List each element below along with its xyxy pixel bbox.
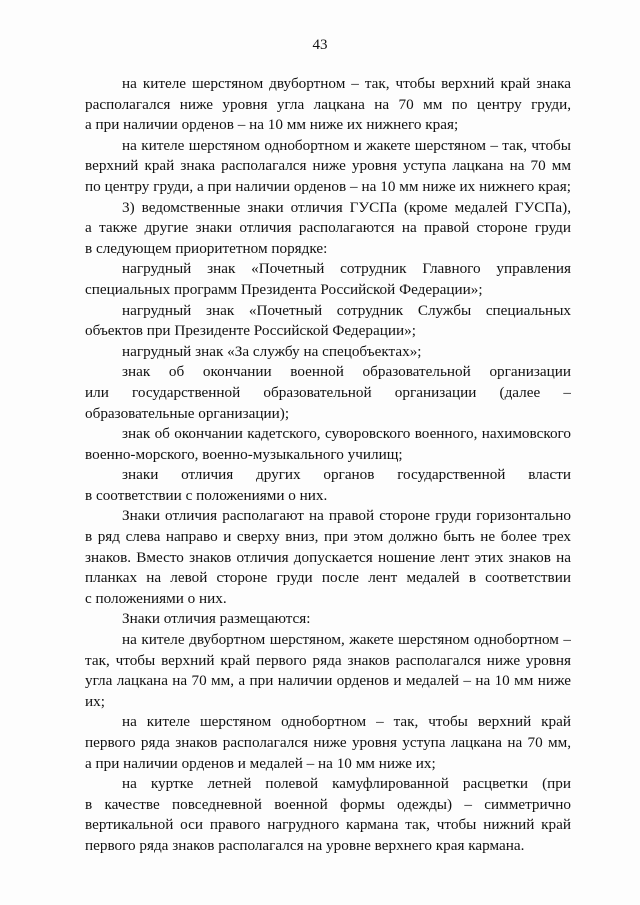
text-line: на кителе двубортном шерстяном, жакете шерстяном однобортном –	[122, 631, 571, 649]
text-line: верхний край знака располагался ниже уровня уступа лацкана на 70 мм	[85, 157, 571, 175]
text-line: 3) ведомственные знаки отличия ГУСПа (кроме медалей ГУСПа),	[122, 198, 571, 216]
text-line: их;	[85, 692, 105, 710]
text-line: знаки отличия других органов государственной власти	[122, 466, 571, 484]
text-line: Знаки отличия располагают на правой стороне груди горизонтально	[122, 507, 571, 525]
text-line: на куртке летней полевой камуфлированной расцветки (при	[122, 775, 571, 793]
text-line: на кителе шерстяном однобортном и жакете шерстяном – так, чтобы	[122, 136, 571, 154]
text-line: на кителе шерстяном двубортном – так, чтобы верхний край знака	[122, 75, 571, 92]
text-line: в качестве повседневной военной формы одежды) – симметрично	[85, 795, 571, 813]
text-line: первого ряда знаков располагался на уровне верхнего края кармана.	[85, 836, 525, 854]
text-line: в ряд слева направо и сверху вниз, при этом должно быть не более трех	[85, 528, 571, 546]
text-line: знак об окончании кадетского, суворовского военного, нахимовского	[122, 425, 571, 443]
text-line: располагался ниже уровня угла лацкана на 70 мм по центру груди,	[85, 95, 571, 113]
page-number: 43	[312, 37, 328, 53]
text-line: Знаки отличия размещаются:	[122, 610, 311, 628]
text-line: знаков. Вместо знаков отличия допускается ношение лент этих знаков на	[85, 548, 571, 566]
text-line: нагрудный знак «Почетный сотрудник Службы специальных	[122, 301, 571, 319]
text-line: в соответствии с положениями о них.	[85, 486, 328, 504]
text-line: а при наличии орденов – на 10 мм ниже их нижнего края;	[85, 116, 459, 134]
text-line: вертикальной оси правого нагрудного кармана так, чтобы нижний край	[85, 816, 571, 834]
text-line: знак об окончании военной образовательной организации	[122, 363, 571, 381]
text-line: с положениями о них.	[85, 589, 227, 607]
document-body	[85, 74, 571, 857]
text-line: нагрудный знак «Почетный сотрудник Главного управления	[122, 260, 571, 278]
text-line: а при наличии орденов и медалей – на 10 мм ниже их;	[85, 754, 436, 772]
text-line: первого ряда знаков располагался ниже уровня уступа лацкана на 70 мм,	[85, 734, 571, 751]
text-line: специальных программ Президента Российской Федерации»;	[85, 280, 483, 298]
text-line: так, чтобы верхний край первого ряда знаков располагался ниже уровня	[85, 651, 571, 669]
text-line: нагрудный знак «За службу на спецобъектах»;	[122, 342, 422, 360]
text-line: угла лацкана на 70 мм, а при наличии орденов и медалей – на 10 мм ниже	[85, 672, 571, 690]
text-line: объектов при Президенте Российской Федерации»;	[85, 322, 416, 340]
text-line: по центру груди, а при наличии орденов – на 10 мм ниже их нижнего края;	[85, 177, 571, 195]
text-line: а также другие знаки отличия располагаются на правой стороне груди	[85, 219, 571, 237]
text-line: образовательные организации);	[85, 404, 290, 422]
text-line: военно-морского, военно-музыкального училищ;	[85, 445, 403, 463]
text-line: или государственной образовательной организации (далее –	[85, 383, 571, 401]
text-line: на кителе шерстяном однобортном – так, чтобы верхний край	[122, 713, 571, 731]
text-line: в следующем приоритетном порядке:	[85, 239, 328, 257]
text-line: планках на левой стороне груди после лент медалей в соответствии	[85, 569, 571, 587]
